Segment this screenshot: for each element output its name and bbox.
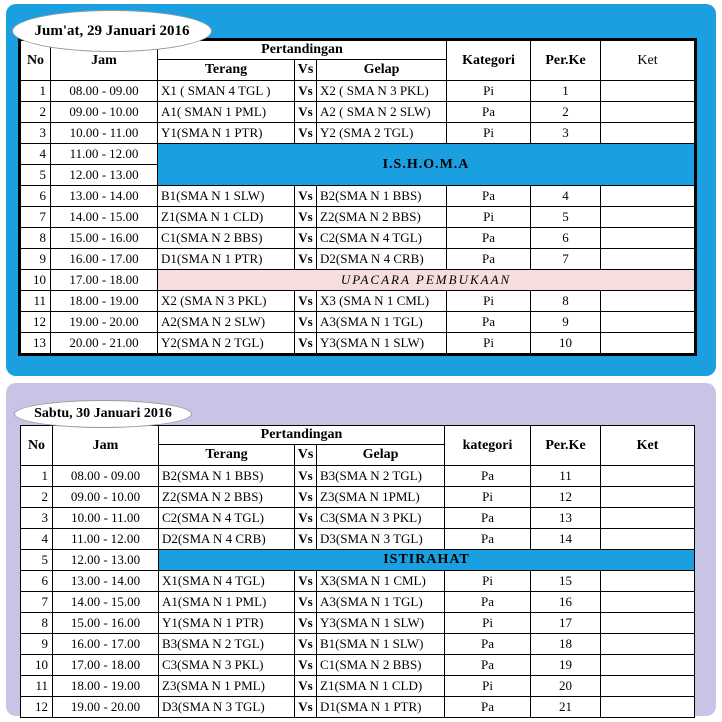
day2-table-body <box>21 466 695 718</box>
cell-gelap: B1(SMA N 1 SLW) <box>317 634 445 655</box>
cell-gelap: X3 (SMA N 1 CML) <box>317 291 447 312</box>
table-row <box>21 613 695 634</box>
cell-ket <box>601 697 695 718</box>
cell-vs: Vs <box>295 333 317 355</box>
cell-terang: A1( SMAN 1 PML) <box>158 102 295 123</box>
cell-terang: Z3(SMA N 1 PML) <box>159 676 295 697</box>
cell-ket <box>601 508 695 529</box>
cell-jam: 11.00 - 12.00 <box>51 144 158 165</box>
cell-perke: 11 <box>531 466 601 487</box>
table-row <box>20 186 696 207</box>
cell-no: 6 <box>20 186 51 207</box>
cell-terang: B1(SMA N 1 SLW) <box>158 186 295 207</box>
table-row <box>21 529 695 550</box>
cell-jam: 18.00 - 19.00 <box>53 676 159 697</box>
cell-no: 1 <box>20 81 51 102</box>
cell-perke: 10 <box>531 333 601 355</box>
cell-ket <box>601 487 695 508</box>
cell-no: 2 <box>20 102 51 123</box>
cell-vs: Vs <box>295 508 317 529</box>
day2-schedule-table <box>20 425 695 718</box>
cell-vs: Vs <box>295 487 317 508</box>
cell-vs: Vs <box>295 249 317 270</box>
cell-kategori: Pa <box>445 529 531 550</box>
cell-ket <box>601 333 696 355</box>
cell-kategori: Pa <box>447 249 531 270</box>
cell-perke: 1 <box>531 81 601 102</box>
cell-perke: 17 <box>531 613 601 634</box>
cell-perke: 8 <box>531 291 601 312</box>
cell-terang: Y1(SMA N 1 PTR) <box>158 123 295 144</box>
cell-vs: Vs <box>295 697 317 718</box>
header-pertandingan: Pertandingan <box>159 426 445 445</box>
cell-ket <box>601 676 695 697</box>
cell-gelap: X2 ( SMA N 3 PKL) <box>317 81 447 102</box>
cell-terang: Z1(SMA N 1 CLD) <box>158 207 295 228</box>
cell-kategori: Pi <box>447 123 531 144</box>
cell-ket <box>601 186 696 207</box>
cell-ket <box>601 529 695 550</box>
cell-perke: 6 <box>531 228 601 249</box>
cell-terang: C1(SMA N 2 BBS) <box>158 228 295 249</box>
cell-jam: 16.00 - 17.00 <box>53 634 159 655</box>
cell-ket <box>601 466 695 487</box>
cell-gelap: D3(SMA N 3 TGL) <box>317 529 445 550</box>
table-row <box>21 634 695 655</box>
cell-jam: 08.00 - 09.00 <box>51 81 158 102</box>
cell-vs: Vs <box>295 592 317 613</box>
header-jam: Jam <box>53 426 159 466</box>
cell-jam: 12.00 - 13.00 <box>51 165 158 186</box>
table-row <box>21 697 695 718</box>
cell-ket <box>601 228 696 249</box>
cell-vs: Vs <box>295 207 317 228</box>
table-row <box>21 487 695 508</box>
header-no: No <box>20 40 51 81</box>
cell-kategori: Pa <box>447 102 531 123</box>
cell-kategori: Pa <box>445 592 531 613</box>
table-row <box>20 123 696 144</box>
cell-perke: 19 <box>531 655 601 676</box>
cell-terang: Y1(SMA N 1 PTR) <box>159 613 295 634</box>
istirahat-break-band: ISTIRAHAT <box>159 550 695 571</box>
cell-perke: 4 <box>531 186 601 207</box>
cell-gelap: C3(SMA N 3 PKL) <box>317 508 445 529</box>
table-row <box>20 291 696 312</box>
cell-terang: C3(SMA N 3 PKL) <box>159 655 295 676</box>
cell-gelap: Z2(SMA N 2 BBS) <box>317 207 447 228</box>
cell-no: 12 <box>21 697 53 718</box>
cell-perke: 20 <box>531 676 601 697</box>
cell-terang: X2 (SMA N 3 PKL) <box>158 291 295 312</box>
cell-gelap: Y3(SMA N 1 SLW) <box>317 613 445 634</box>
header-perke: Per.Ke <box>531 40 601 81</box>
day1-table-body <box>20 81 696 355</box>
cell-no: 13 <box>20 333 51 355</box>
cell-perke: 15 <box>531 571 601 592</box>
cell-terang: B3(SMA N 2 TGL) <box>159 634 295 655</box>
table-row <box>20 81 696 102</box>
cell-perke: 3 <box>531 123 601 144</box>
cell-gelap: Y2 (SMA 2 TGL) <box>317 123 447 144</box>
cell-terang: X1 ( SMAN 4 TGL ) <box>158 81 295 102</box>
cell-vs: Vs <box>295 228 317 249</box>
cell-gelap: D2(SMA N 4 CRB) <box>317 249 447 270</box>
cell-vs: Vs <box>295 571 317 592</box>
cell-kategori: Pa <box>447 186 531 207</box>
cell-kategori: Pi <box>447 81 531 102</box>
cell-perke: 21 <box>531 697 601 718</box>
table-row <box>21 508 695 529</box>
cell-ket <box>601 102 696 123</box>
cell-jam: 12.00 - 13.00 <box>53 550 159 571</box>
cell-jam: 17.00 - 18.00 <box>51 270 158 291</box>
cell-no: 4 <box>20 144 51 165</box>
header-terang: Terang <box>159 445 295 466</box>
cell-vs: Vs <box>295 186 317 207</box>
cell-no: 3 <box>20 123 51 144</box>
cell-perke: 18 <box>531 634 601 655</box>
cell-perke: 13 <box>531 508 601 529</box>
cell-jam: 15.00 - 16.00 <box>53 613 159 634</box>
cell-jam: 13.00 - 14.00 <box>51 186 158 207</box>
table-row <box>21 592 695 613</box>
day1-date-label: Jum'at, 29 Januari 2016 <box>12 10 212 52</box>
cell-kategori: Pa <box>445 697 531 718</box>
cell-perke: 7 <box>531 249 601 270</box>
cell-vs: Vs <box>295 466 317 487</box>
cell-vs: Vs <box>295 81 317 102</box>
cell-kategori: Pi <box>445 487 531 508</box>
cell-terang: D3(SMA N 3 TGL) <box>159 697 295 718</box>
cell-no: 10 <box>21 655 53 676</box>
cell-kategori: Pa <box>445 508 531 529</box>
cell-ket <box>601 81 696 102</box>
cell-ket <box>601 571 695 592</box>
cell-ket <box>601 655 695 676</box>
cell-vs: Vs <box>295 312 317 333</box>
cell-terang: Z2(SMA N 2 BBS) <box>159 487 295 508</box>
cell-no: 12 <box>20 312 51 333</box>
cell-terang: C2(SMA N 4 TGL) <box>159 508 295 529</box>
cell-no: 9 <box>21 634 53 655</box>
cell-jam: 09.00 - 10.00 <box>51 102 158 123</box>
cell-ket <box>601 123 696 144</box>
header-kategori: Kategori <box>447 40 531 81</box>
ceremony-band: UPACARA PEMBUKAAN <box>158 270 696 291</box>
table-row <box>20 228 696 249</box>
cell-perke: 9 <box>531 312 601 333</box>
cell-terang: A2(SMA N 2 SLW) <box>158 312 295 333</box>
cell-terang: D2(SMA N 4 CRB) <box>159 529 295 550</box>
cell-gelap: X3(SMA N 1 CML) <box>317 571 445 592</box>
cell-ket <box>601 634 695 655</box>
header-pertandingan: Pertandingan <box>158 40 447 60</box>
cell-no: 10 <box>20 270 51 291</box>
table-row <box>20 102 696 123</box>
cell-kategori: Pi <box>445 613 531 634</box>
cell-no: 11 <box>21 676 53 697</box>
cell-terang: A1(SMA N 1 PML) <box>159 592 295 613</box>
cell-kategori: Pa <box>447 312 531 333</box>
cell-kategori: Pi <box>445 676 531 697</box>
cell-perke: 2 <box>531 102 601 123</box>
cell-terang: Y2(SMA N 2 TGL) <box>158 333 295 355</box>
header-ket: Ket <box>601 426 695 466</box>
cell-ket <box>601 249 696 270</box>
table-row <box>21 571 695 592</box>
cell-gelap: A3(SMA N 1 TGL) <box>317 592 445 613</box>
cell-no: 6 <box>21 571 53 592</box>
table-row <box>20 207 696 228</box>
cell-gelap: Z1(SMA N 1 CLD) <box>317 676 445 697</box>
table-row <box>20 312 696 333</box>
cell-jam: 14.00 - 15.00 <box>53 592 159 613</box>
cell-jam: 16.00 - 17.00 <box>51 249 158 270</box>
cell-no: 8 <box>21 613 53 634</box>
cell-no: 11 <box>20 291 51 312</box>
header-gelap: Gelap <box>317 60 447 81</box>
cell-vs: Vs <box>295 613 317 634</box>
cell-jam: 08.00 - 09.00 <box>53 466 159 487</box>
cell-kategori: Pi <box>445 571 531 592</box>
day1-schedule-table <box>18 38 697 356</box>
cell-gelap: B2(SMA N 1 BBS) <box>317 186 447 207</box>
cell-vs: Vs <box>295 123 317 144</box>
cell-ket <box>601 592 695 613</box>
cell-vs: Vs <box>295 634 317 655</box>
cell-jam: 18.00 - 19.00 <box>51 291 158 312</box>
header-vs: Vs <box>295 445 317 466</box>
cell-jam: 13.00 - 14.00 <box>53 571 159 592</box>
cell-no: 3 <box>21 508 53 529</box>
table-row <box>21 655 695 676</box>
cell-terang: B2(SMA N 1 BBS) <box>159 466 295 487</box>
table-row <box>20 270 696 291</box>
table-row <box>21 550 695 571</box>
cell-perke: 12 <box>531 487 601 508</box>
table-row <box>20 333 696 355</box>
cell-vs: Vs <box>295 291 317 312</box>
ishoma-break-band: I.S.H.O.M.A <box>158 144 696 186</box>
cell-jam: 10.00 - 11.00 <box>53 508 159 529</box>
cell-jam: 14.00 - 15.00 <box>51 207 158 228</box>
cell-jam: 10.00 - 11.00 <box>51 123 158 144</box>
cell-no: 9 <box>20 249 51 270</box>
cell-no: 7 <box>20 207 51 228</box>
table-row <box>21 676 695 697</box>
cell-gelap: C2(SMA N 4 TGL) <box>317 228 447 249</box>
cell-vs: Vs <box>295 676 317 697</box>
header-jam: Jam <box>51 40 158 81</box>
cell-perke: 14 <box>531 529 601 550</box>
cell-ket <box>601 291 696 312</box>
cell-vs: Vs <box>295 655 317 676</box>
cell-vs: Vs <box>295 102 317 123</box>
cell-jam: 09.00 - 10.00 <box>53 487 159 508</box>
header-vs: Vs <box>295 60 317 81</box>
header-terang: Terang <box>158 60 295 81</box>
cell-ket <box>601 613 695 634</box>
cell-jam: 19.00 - 20.00 <box>53 697 159 718</box>
cell-vs: Vs <box>295 529 317 550</box>
cell-terang: X1(SMA N 4 TGL) <box>159 571 295 592</box>
cell-jam: 17.00 - 18.00 <box>53 655 159 676</box>
cell-no: 1 <box>21 466 53 487</box>
cell-no: 2 <box>21 487 53 508</box>
cell-gelap: C1(SMA N 2 BBS) <box>317 655 445 676</box>
cell-terang: D1(SMA N 1 PTR) <box>158 249 295 270</box>
cell-jam: 19.00 - 20.00 <box>51 312 158 333</box>
header-perke: Per.Ke <box>531 426 601 466</box>
cell-gelap: Y3(SMA N 1 SLW) <box>317 333 447 355</box>
table-row <box>20 249 696 270</box>
cell-kategori: Pa <box>445 634 531 655</box>
cell-gelap: Z3(SMA N 1PML) <box>317 487 445 508</box>
cell-jam: 11.00 - 12.00 <box>53 529 159 550</box>
header-no: No <box>21 426 53 466</box>
cell-kategori: Pi <box>447 291 531 312</box>
cell-perke: 16 <box>531 592 601 613</box>
cell-gelap: D1(SMA N 1 PTR) <box>317 697 445 718</box>
cell-no: 5 <box>20 165 51 186</box>
cell-kategori: Pa <box>445 655 531 676</box>
day2-date-label: Sabtu, 30 Januari 2016 <box>14 400 192 428</box>
table-row <box>20 144 696 165</box>
cell-no: 5 <box>21 550 53 571</box>
cell-ket <box>601 312 696 333</box>
cell-gelap: A3(SMA N 1 TGL) <box>317 312 447 333</box>
cell-no: 8 <box>20 228 51 249</box>
header-kategori: kategori <box>445 426 531 466</box>
cell-kategori: Pa <box>447 228 531 249</box>
cell-kategori: Pi <box>447 207 531 228</box>
cell-perke: 5 <box>531 207 601 228</box>
cell-kategori: Pi <box>447 333 531 355</box>
cell-gelap: B3(SMA N 2 TGL) <box>317 466 445 487</box>
cell-jam: 15.00 - 16.00 <box>51 228 158 249</box>
cell-no: 4 <box>21 529 53 550</box>
table-row <box>21 466 695 487</box>
cell-kategori: Pa <box>445 466 531 487</box>
cell-gelap: A2 ( SMA N 2 SLW) <box>317 102 447 123</box>
cell-jam: 20.00 - 21.00 <box>51 333 158 355</box>
header-gelap: Gelap <box>317 445 445 466</box>
cell-no: 7 <box>21 592 53 613</box>
cell-ket <box>601 207 696 228</box>
header-ket: Ket <box>601 40 696 81</box>
